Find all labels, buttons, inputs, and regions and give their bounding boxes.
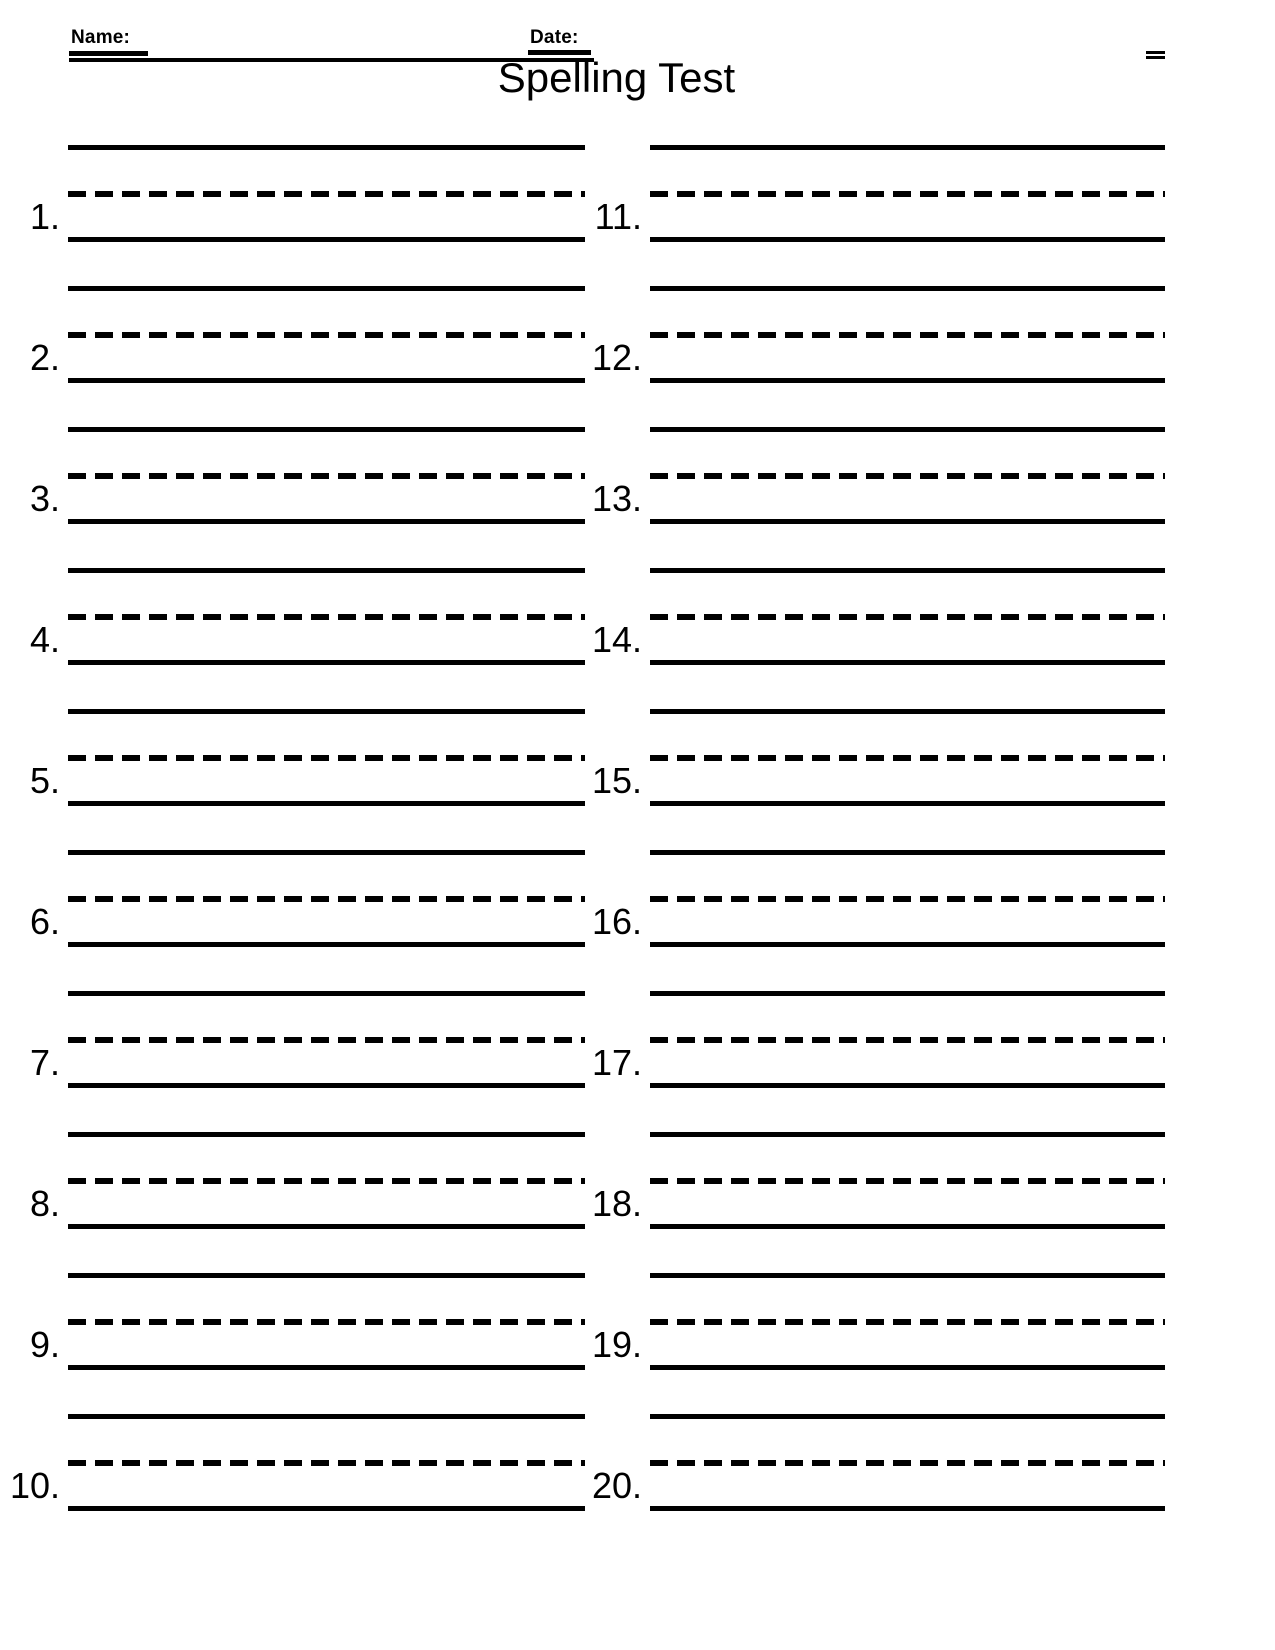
item-15 bbox=[591, 709, 1165, 850]
item-number: 16. bbox=[591, 901, 642, 942]
writing-line-bottom bbox=[650, 660, 1165, 665]
writing-line-top bbox=[650, 568, 1165, 573]
item-11 bbox=[594, 145, 1165, 286]
writing-line-bottom bbox=[68, 1224, 585, 1229]
writing-line-top bbox=[650, 1414, 1165, 1419]
item-number: 2. bbox=[29, 337, 60, 378]
item-number: 19. bbox=[591, 1324, 642, 1365]
writing-line-top bbox=[68, 1273, 585, 1278]
writing-line-bottom bbox=[650, 801, 1165, 806]
writing-line-dashed bbox=[68, 1460, 585, 1466]
item-number: 9. bbox=[29, 1324, 60, 1365]
item-number: 6. bbox=[29, 901, 60, 942]
writing-line-top bbox=[650, 1132, 1165, 1137]
writing-line-top bbox=[68, 568, 585, 573]
item-16 bbox=[591, 850, 1165, 991]
writing-line-dashed bbox=[68, 1319, 585, 1325]
writing-line-bottom bbox=[650, 1224, 1165, 1229]
item-10 bbox=[9, 1414, 585, 1555]
item-number: 17. bbox=[591, 1042, 642, 1083]
writing-line-bottom bbox=[68, 801, 585, 806]
writing-line-top bbox=[68, 145, 585, 150]
writing-line-bottom bbox=[68, 942, 585, 947]
writing-line-top bbox=[650, 286, 1165, 291]
item-9 bbox=[29, 1273, 585, 1414]
writing-line-top bbox=[68, 427, 585, 432]
item-number: 15. bbox=[591, 760, 642, 801]
item-number: 5. bbox=[29, 760, 60, 801]
writing-line-dashed bbox=[68, 473, 585, 479]
writing-line-dashed bbox=[650, 1460, 1165, 1466]
item-6 bbox=[29, 850, 585, 991]
writing-line-bottom bbox=[68, 378, 585, 383]
writing-line-bottom bbox=[650, 1083, 1165, 1088]
writing-line-top bbox=[650, 145, 1165, 150]
item-20 bbox=[591, 1414, 1165, 1555]
writing-line-bottom bbox=[68, 1365, 585, 1370]
writing-line-top bbox=[650, 427, 1165, 432]
item-8 bbox=[29, 1132, 585, 1273]
item-number: 10. bbox=[9, 1465, 60, 1506]
item-number: 13. bbox=[591, 478, 642, 519]
date-label: Date: bbox=[530, 27, 579, 48]
writing-line-dashed bbox=[650, 1037, 1165, 1043]
item-12 bbox=[591, 286, 1165, 427]
writing-line-bottom bbox=[650, 942, 1165, 947]
item-1 bbox=[29, 145, 585, 286]
writing-line-dashed bbox=[650, 1178, 1165, 1184]
writing-line-top bbox=[650, 1273, 1165, 1278]
writing-line-dashed bbox=[68, 332, 585, 338]
writing-line-top bbox=[650, 850, 1165, 855]
writing-line-top bbox=[650, 991, 1165, 996]
writing-line-dashed bbox=[68, 614, 585, 620]
writing-line-bottom bbox=[68, 237, 585, 242]
item-number: 18. bbox=[591, 1183, 642, 1224]
writing-line-bottom bbox=[68, 660, 585, 665]
writing-line-top bbox=[68, 991, 585, 996]
writing-line-bottom bbox=[650, 378, 1165, 383]
item-number: 8. bbox=[29, 1183, 60, 1224]
writing-line-bottom bbox=[650, 1506, 1165, 1511]
writing-line-dashed bbox=[68, 896, 585, 902]
item-number: 3. bbox=[29, 478, 60, 519]
writing-line-dashed bbox=[68, 191, 585, 197]
writing-line-bottom bbox=[650, 1365, 1165, 1370]
writing-line-top bbox=[650, 709, 1165, 714]
item-4 bbox=[29, 568, 585, 709]
left-column bbox=[9, 145, 585, 1555]
item-number: 12. bbox=[591, 337, 642, 378]
item-17 bbox=[591, 991, 1165, 1132]
writing-line-dashed bbox=[650, 896, 1165, 902]
writing-line-dashed bbox=[650, 473, 1165, 479]
writing-line-dashed bbox=[650, 1319, 1165, 1325]
writing-line-top bbox=[68, 709, 585, 714]
writing-line-top bbox=[68, 850, 585, 855]
item-5 bbox=[29, 709, 585, 850]
writing-line-bottom bbox=[650, 519, 1165, 524]
item-18 bbox=[591, 1132, 1165, 1273]
name-label: Name: bbox=[71, 27, 131, 48]
item-number: 4. bbox=[29, 619, 60, 660]
writing-line-dashed bbox=[650, 755, 1165, 761]
writing-line-bottom bbox=[68, 1083, 585, 1088]
item-number: 7. bbox=[29, 1042, 60, 1083]
item-2 bbox=[29, 286, 585, 427]
item-number: 20. bbox=[591, 1465, 642, 1506]
item-13 bbox=[591, 427, 1165, 568]
item-number: 1. bbox=[29, 196, 60, 237]
writing-line-dashed bbox=[650, 332, 1165, 338]
writing-line-bottom bbox=[68, 519, 585, 524]
item-19 bbox=[591, 1273, 1165, 1414]
item-7 bbox=[29, 991, 585, 1132]
item-number: 11. bbox=[594, 196, 642, 237]
writing-line-bottom bbox=[68, 1506, 585, 1511]
item-number: 14. bbox=[591, 619, 642, 660]
page-title: Spelling Test bbox=[497, 54, 736, 101]
writing-line-top bbox=[68, 1414, 585, 1419]
writing-line-top bbox=[68, 286, 585, 291]
item-14 bbox=[591, 568, 1165, 709]
writing-line-bottom bbox=[650, 237, 1165, 242]
writing-line-dashed bbox=[68, 1037, 585, 1043]
writing-line-top bbox=[68, 1132, 585, 1137]
writing-line-dashed bbox=[68, 1178, 585, 1184]
writing-line-dashed bbox=[650, 614, 1165, 620]
item-3 bbox=[29, 427, 585, 568]
writing-line-dashed bbox=[650, 191, 1165, 197]
writing-line-dashed bbox=[68, 755, 585, 761]
right-column bbox=[591, 145, 1165, 1555]
